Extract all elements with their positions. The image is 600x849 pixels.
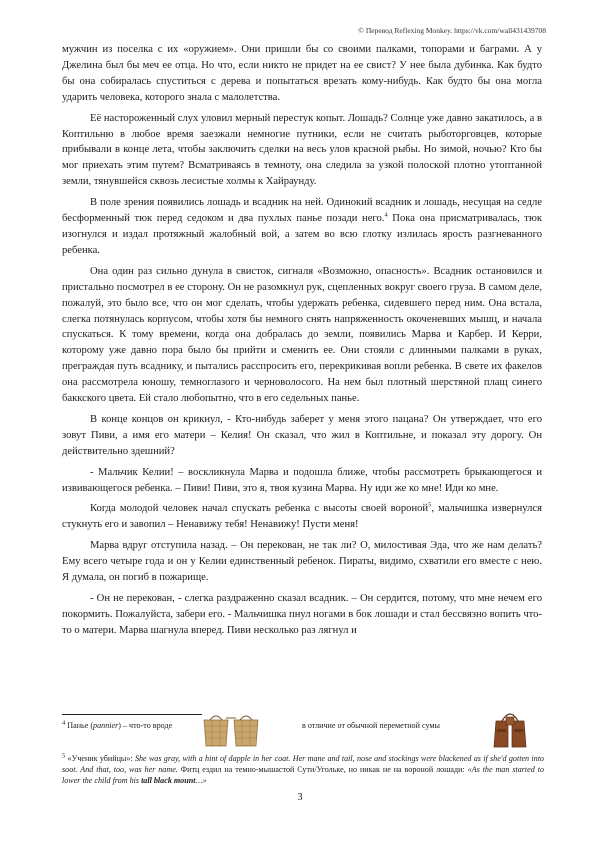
footnote-5: $^5$ «Ученик убийцы»: She was gray, with a hint of dapple in her coat. Her mane and tail, nose and stockings were blackened as if she'd gotten into soot. And that, too, was her name. Фитц ездил на темно-мышастой Сути/Угольке, но никак не на вороной лошади: «As the man started to lower the child from his tall black mount…» <box>62 752 545 785</box>
translation-credit: © Перевод Reflexing Monkey. https://vk.com/wall431439708 <box>358 26 546 35</box>
paragraph: Марва вдруг отступила назад. – Он перекован, не так ли? О, милостивая Эда, что же нам делать? Ему всего четыре года и он у Келии единственный ребенок. Пираты, видимо, схватили его вместе с нею. Я думала, он погиб в пожарище. <box>62 540 542 584</box>
paragraph <box>62 195 542 259</box>
footnote-ref[interactable]: 5 <box>428 501 432 509</box>
paragraph: Она один раз сильно дунула в свисток, сигналя «Возможно, опасность». Всадник остановился и пристально посмотрел в ее сторону. Он не разомкнул рук, сцепленных вокруг своего груза. В самом деле, пожалуй, это было все, что он мог сделать, чтобы удержать ребенка, сидевшего перед ним. Она встала, слегка потянулась корпусом, чтобы хотя бы немного снять напряженность окоченевших мышц, и начала спускаться. К тому времени, когда она добралась до земли, появились Марва и Карбер. И Керри, которому уже давно пора было бы прийти и сменить ее. Они стояли с длинными палками в руках, преграждая путь всаднику, и пытались расспросить его, перекрикивая вопли ребенка. В свете их факелов она рассмотрела юношу, темноглазого и черноволосого. На нем был плотный шерстяной плащ синего баккского цвета. Ей стало любопытно, что в его седельных панье. <box>62 265 542 405</box>
paragraph: В конце концов он крикнул, - Кто-нибудь заберет у меня этого пацана? Он утверждает, что его зовут Пиви, а имя его матери – Келия! Он сказал, что жил в Коптильне, и показал эту дорогу. Он действительно здешний? <box>62 413 542 457</box>
body-text <box>62 42 542 644</box>
footnote-ref[interactable]: 4 <box>384 211 388 219</box>
paragraph: Её настороженный слух уловил мерный перестук копыт. Лошадь? Солнце уже давно закатилось, а в Коптильню в любое время заезжали немногие путники, если не считать рыботорговцев, которые прибывали в конце лета, чтобы заключить сделки на весь улов красной рыбы. Но зимой, ночью? Кто бы мог приехать этим путем? Всматриваясь в темноту, она следила за узкой полоской плотно утоптанной земли, тянувшейся сквозь лесистые холмы к Хайраунду. <box>62 112 542 188</box>
paragraph: мужчин из поселка с их «оружием». Они пришли бы со своими палками, топорами и баграми. А у Джелина был бы меч ее отца. Но что, если никто не придет на ее свист? У нее была дубинка. Как будто бы она собиралась спуститься с дерева и попытаться врезать кому-нибудь. Как будто бы она могла ударить человека, которого знала с малолетства. <box>62 44 542 103</box>
paragraph-text: В поле зрения появились лошадь и всадник на ней. Одинокий всадник и лошадь, несущая на седле бесформенный тюк перед седоком и два пухлых панье позади него. <box>62 197 542 225</box>
paragraph-text: Когда молодой человек начал спускать ребенка с высоты своей вороной <box>90 503 429 515</box>
footnote-quote-en: She was gray, with a hint of dapple in her coat. Her mane and tail, nose and stockings were blackened as if she'd gotten into soot. And that, too, was her name. <box>62 754 544 774</box>
paragraph <box>62 501 542 533</box>
saddlebag-image <box>488 709 532 751</box>
footnotes <box>62 719 544 786</box>
footnote-4-continuation: в отличие от обычной переметной сумы <box>302 721 440 730</box>
footnote-4 <box>62 719 544 753</box>
paragraph-text: Пока она присматривалась, тюк изогнулся и издал протяжный жалобный вой, а затем во всю глотку излилась ярость разгневанного ребенка. <box>62 213 543 256</box>
page-number: 3 <box>297 792 303 803</box>
paragraph-text: , мальчишка извернулся стукнуть его и завопил – Ненавижу тебя! Ненавижу! Пусти меня! <box>62 503 542 531</box>
paragraph: - Он не перекован, - слегка раздраженно сказал всадник. – Он сердится, потому, что мне нечем его покормить. Пожалуйста, забери его. - Мальчишка пнул ногами в бок лошади и стал бессвязно вопить что-то о матери. Марва шагнула вперед. Пиви несколько раз лягнул и <box>62 593 542 636</box>
wicker-panniers-image <box>200 712 264 750</box>
paragraph: - Мальчик Келии! – воскликнула Марва и подошла ближе, чтобы рассмотреть брыкающегося и извивающегося ребенка. – Пиви! Пиви, это я, твоя кузина Марва. Ну иди же ко мне! Иди ко мне. <box>62 466 542 494</box>
footnote-divider <box>62 714 202 715</box>
footnote-4-text: $^4$ Панье (pannier) – что-то вроде <box>62 719 173 730</box>
